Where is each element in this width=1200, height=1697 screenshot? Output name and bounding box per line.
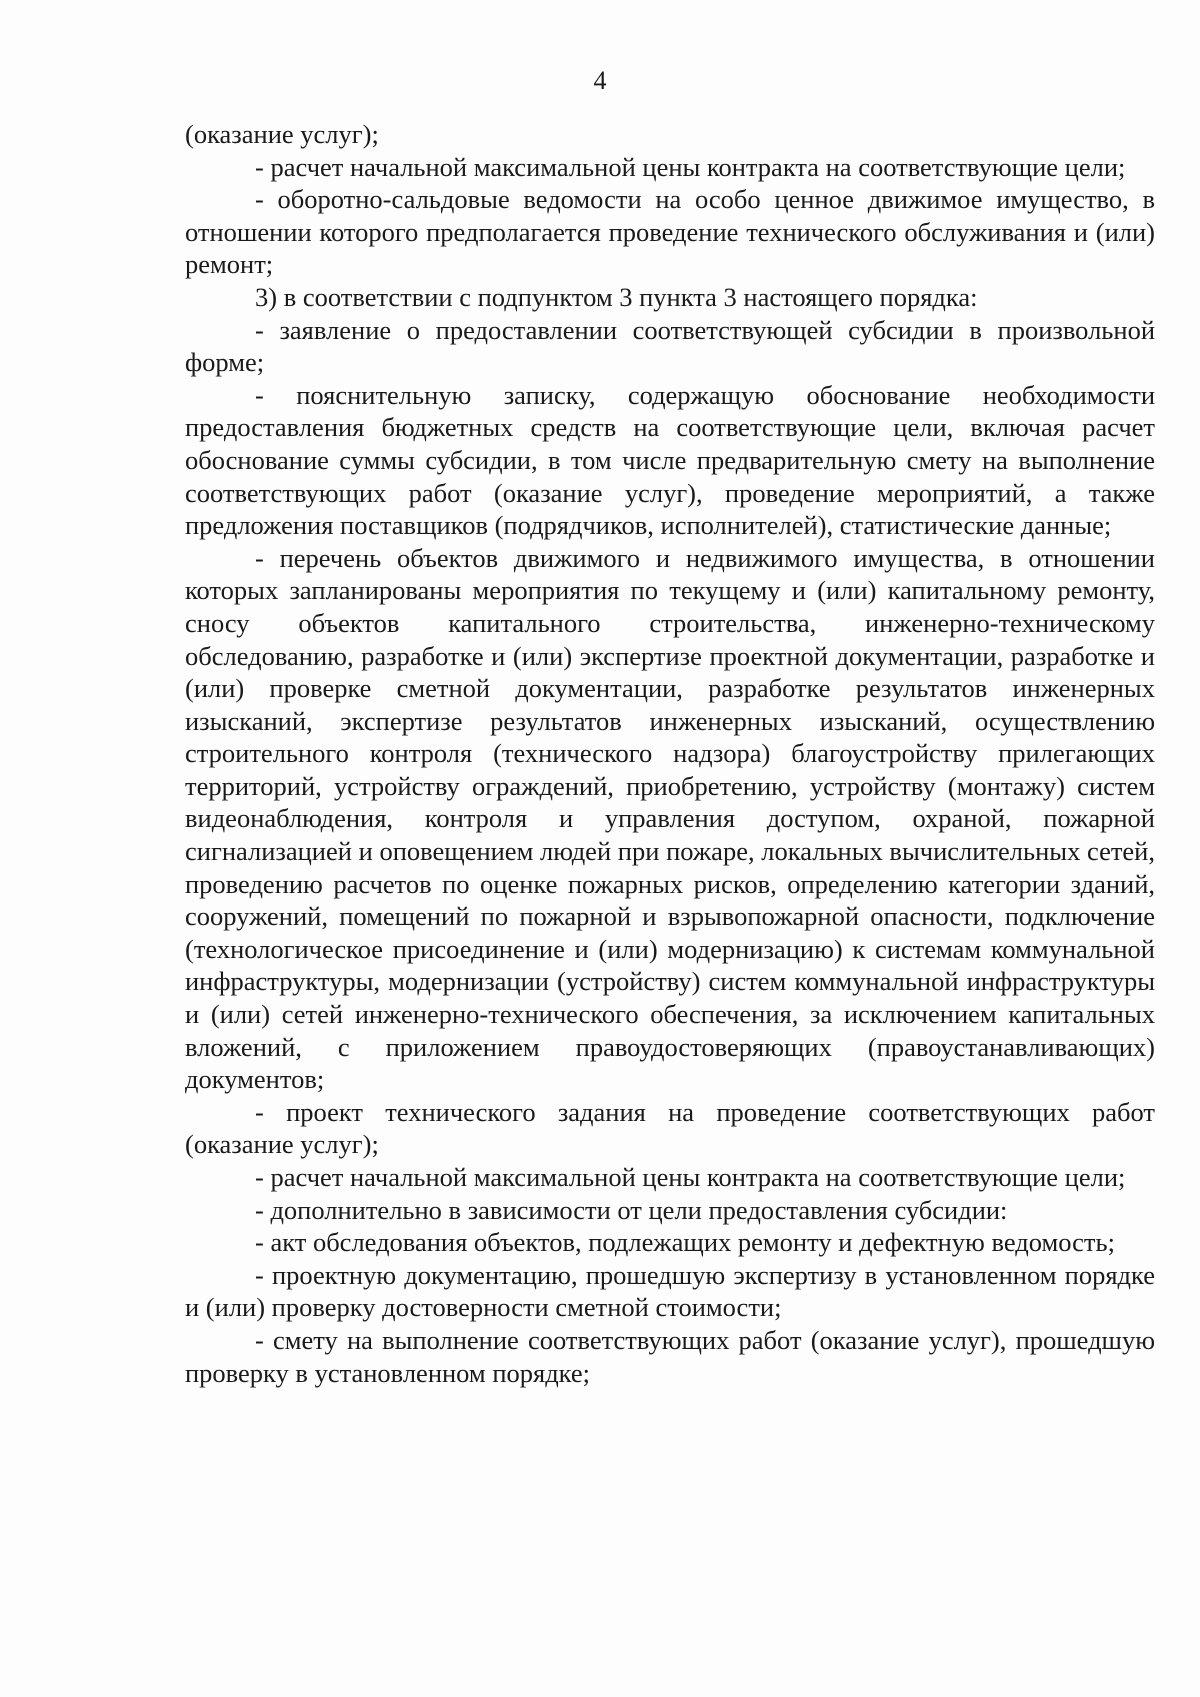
paragraph-project-documentation: - проектную документацию, прошедшую экспертизу в установленном порядке и (или) проверку достоверности сметной стоимости; <box>185 1259 1155 1323</box>
paragraph-technical-task: - проект технического задания на проведение соответствующих работ (оказание услуг); <box>185 1096 1155 1160</box>
paragraph-application: - заявление о предоставлении соответствующей субсидии в произвольной форме; <box>185 314 1155 378</box>
paragraph-subclause-3: 3) в соответствии с подпунктом 3 пункта 3 настоящего порядка: <box>255 281 978 312</box>
paragraph-estimate: - смету на выполнение соответствующих работ (оказание услуг), прошедшую проверку в установленном порядке; <box>185 1324 1155 1388</box>
document-body <box>185 118 1155 1389</box>
paragraph-initial-max-price: - расчет начальной максимальной цены контракта на соответствующие цели; <box>255 151 1126 182</box>
paragraph-property-list: - перечень объектов движимого и недвижимого имущества, в отношении которых запланированы мероприятия по текущему и (или) капитальному ремонту, сносу объектов капитального строительства, инженерно-техническому обследованию, разработке и (или) экспертизе проектной документации, разработке и (или) проверке сметной документации, разработке результатов инженерных изысканий, экспертизе результатов инженерных изысканий, осуществлению строительного контроля (технического надзора) благоустройству прилегающих территорий, устройству ограждений, приобретению, устройству (монтажу) систем видеонаблюдения, контроля и управления доступом, охраной, пожарной сигнализацией и оповещением людей при пожаре, локальных вычислительных сетей, проведению расчетов по оценке пожарных рисков, определению категории зданий, сооружений, помещений по пожарной и взрывопожарной опасности, подключение (технологическое присоединение и (или) модернизацию) к системам коммунальной инфраструктуры, модернизации (устройству) систем коммунальной инфраструктуры и (или) сетей инженерно-технического обеспечения, за исключением капитальных вложений, с приложением правоудостоверяющих (правоустанавливающих) документов; <box>185 542 1155 1095</box>
paragraph-explanatory-note: - пояснительную записку, содержащую обоснование необходимости предоставления бюджетных средств на соответствующие цели, включая расчет обоснование суммы субсидии, в том числе предварительную смету на выполнение соответствующих работ (оказание услуг), проведение мероприятий, а также предложения поставщиков (подрядчиков, исполнителей), статистические данные; <box>185 379 1155 541</box>
paragraph-additionally: - дополнительно в зависимости от цели предоставления субсидии: <box>255 1194 1008 1225</box>
paragraph-turnover-statements: - оборотно-сальдовые ведомости на особо ценное движимое имущество, в отношении которого предполагается проведение технического обслуживания и (или) ремонт; <box>185 184 1155 280</box>
paragraph-inspection-act: - акт обследования объектов, подлежащих ремонту и дефектную ведомость; <box>255 1227 1115 1258</box>
page-number: 4 <box>593 66 607 95</box>
paragraph-continuation-services: (оказание услуг); <box>185 119 379 149</box>
paragraph-initial-max-price-2: - расчет начальной максимальной цены контракта на соответствующие цели; <box>255 1162 1126 1192</box>
